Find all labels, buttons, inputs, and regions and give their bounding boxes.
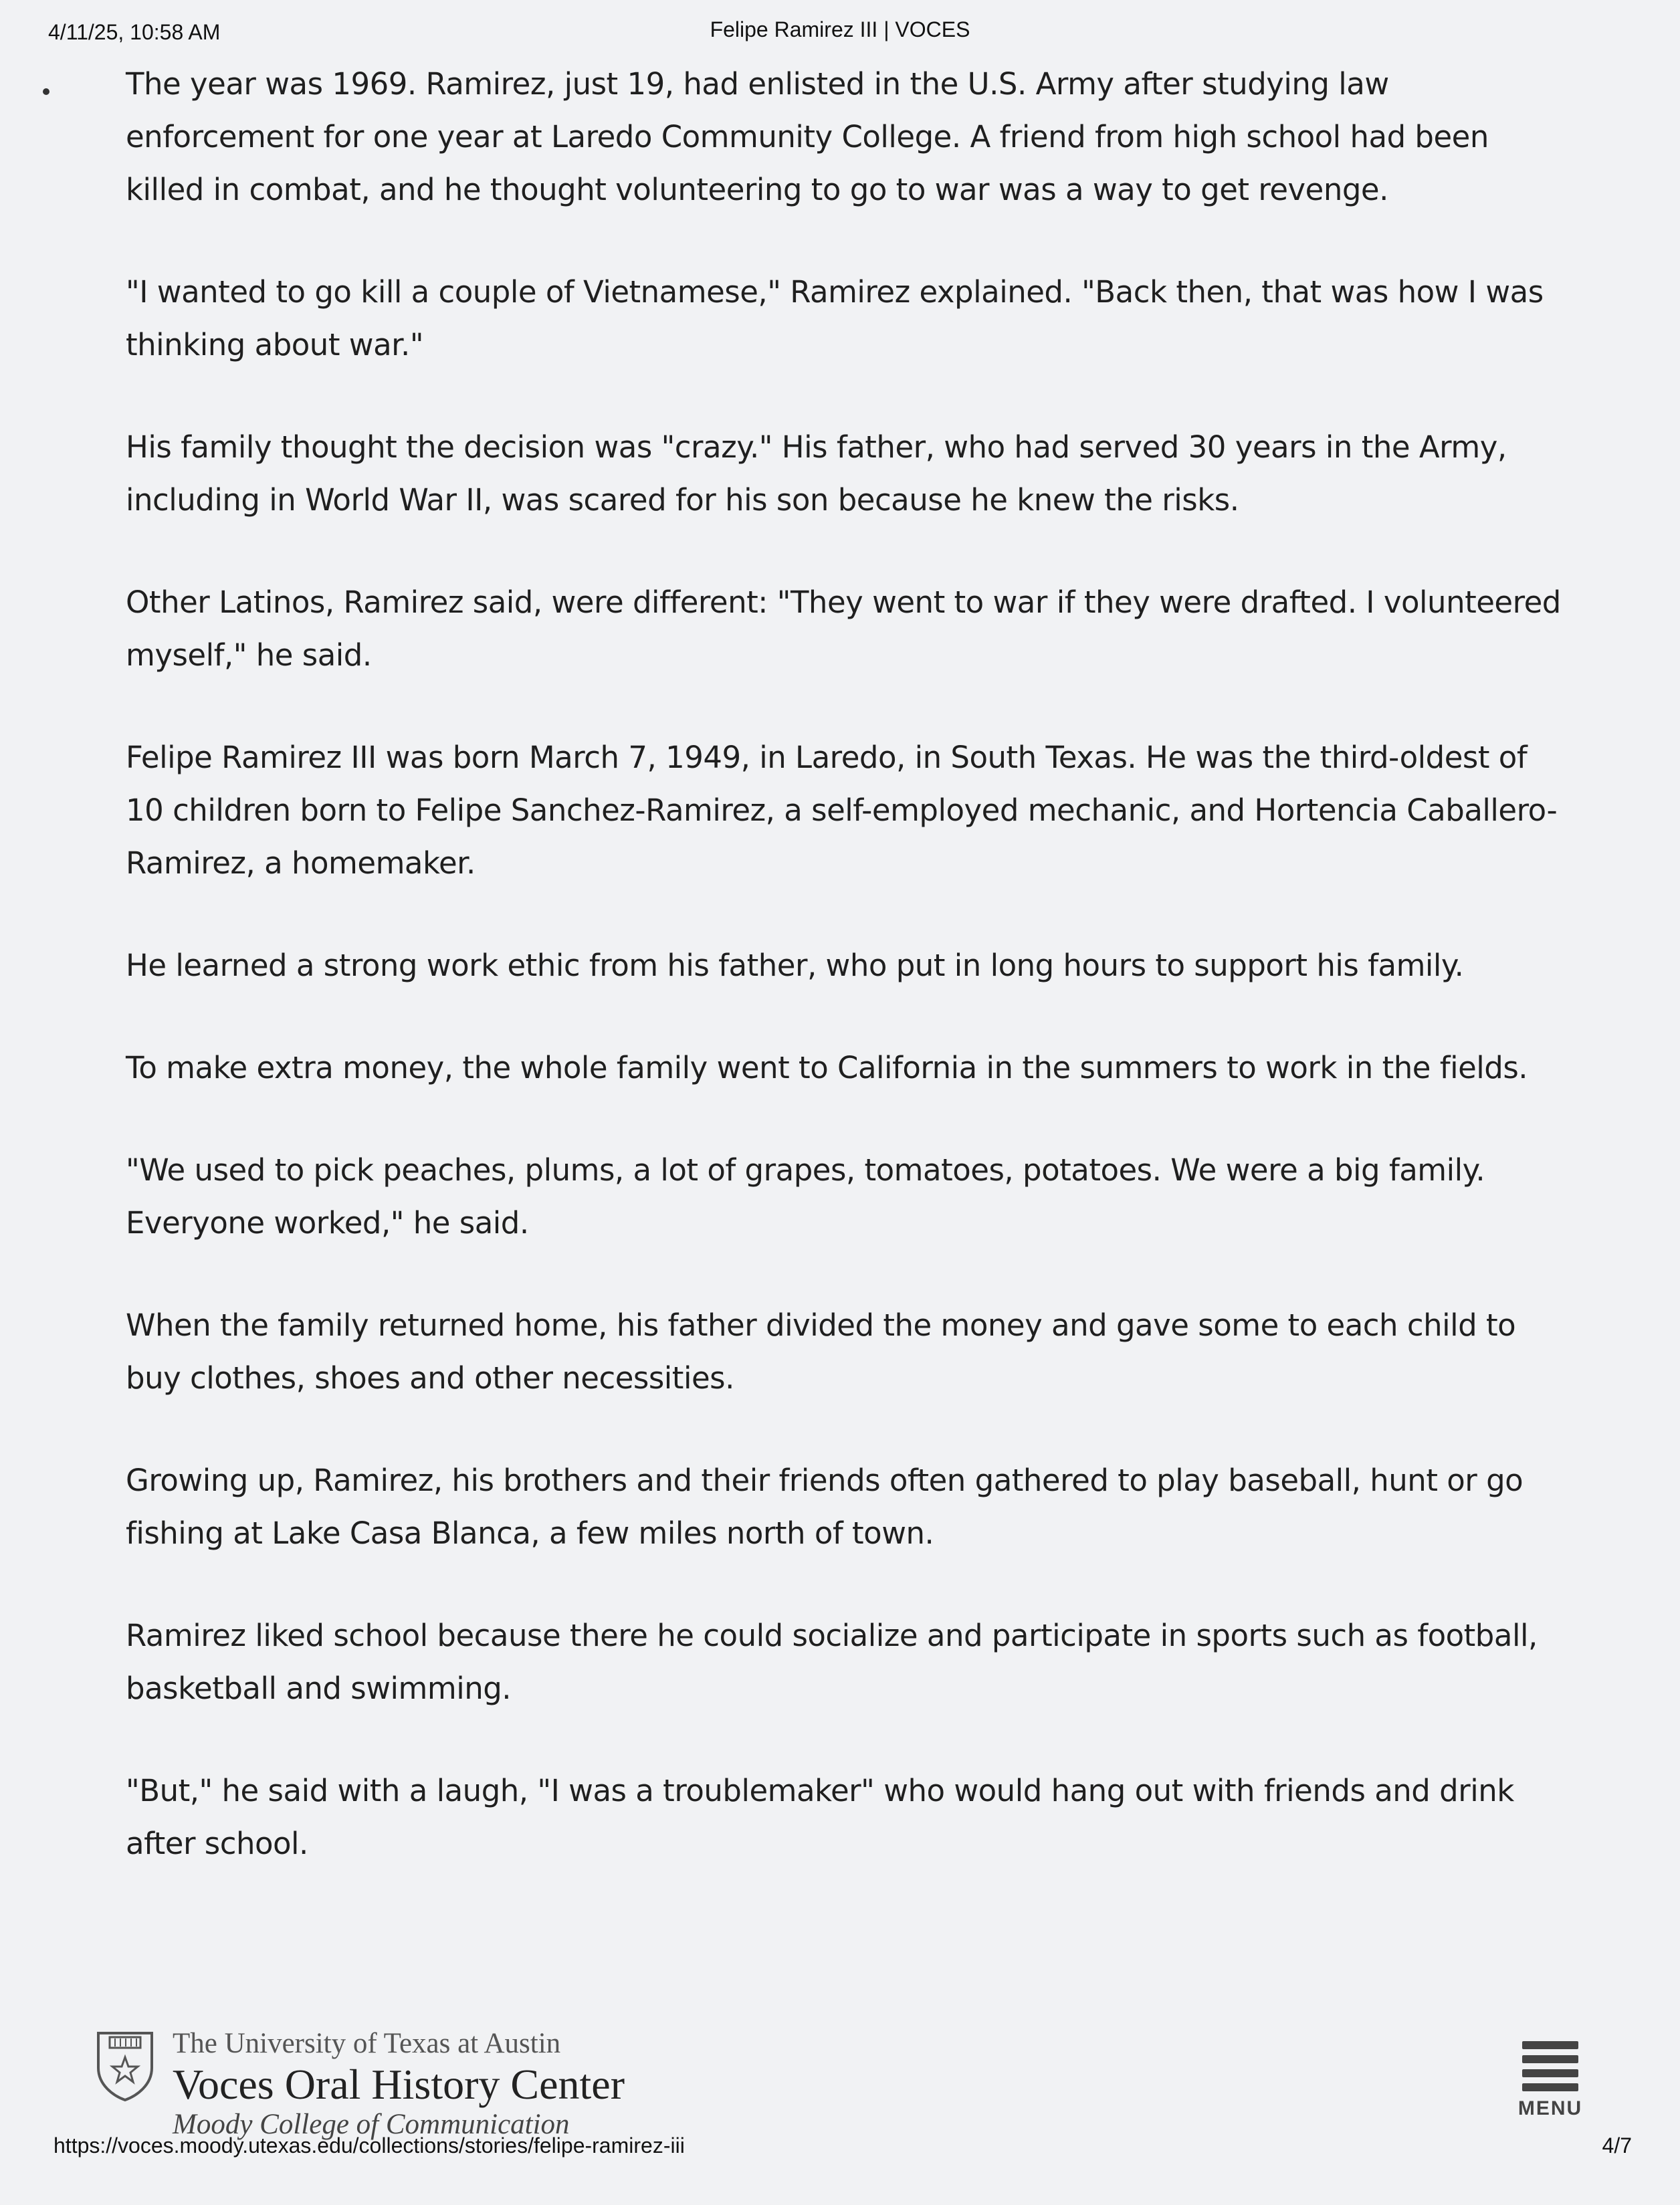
print-page-title: Felipe Ramirez III | VOCES xyxy=(710,17,970,41)
article-paragraph: Other Latinos, Ramirez said, were different: "They went to war if they were drafted. I volunteered myself," he said. xyxy=(126,585,1561,673)
article-body xyxy=(126,58,1570,1919)
menu-button[interactable] xyxy=(1517,2041,1584,2121)
article-paragraph: His family thought the decision was "crazy." His father, who had served 30 years in the Army, including in World War II, was scared for his son because he knew the risks. xyxy=(126,429,1507,518)
article-paragraph: Growing up, Ramirez, his brothers and their friends often gathered to play baseball, hunt or go fishing at Lake Casa Blanca, a few miles north of town. xyxy=(126,1463,1524,1551)
brand-text xyxy=(173,2026,625,2141)
article-paragraph: "I wanted to go kill a couple of Vietnamese," Ramirez explained. "Back then, that was how I was thinking about war." xyxy=(126,274,1544,362)
print-footer xyxy=(0,2133,1680,2167)
voces-home-link[interactable] xyxy=(95,2026,831,2140)
article-paragraph: "We used to pick peaches, plums, a lot of grapes, tomatoes, potatoes. We were a big family. Everyone worked," he said. xyxy=(126,1152,1485,1241)
print-header xyxy=(0,17,1680,51)
article-paragraph: He learned a strong work ethic from his father, who put in long hours to support his family. xyxy=(126,948,1464,983)
article-paragraph: The year was 1969. Ramirez, just 19, had enlisted in the U.S. Army after studying law enforcement for one year at Laredo Community College. A friend from high school had been killed in combat, and he thought volunteering to go to war was a way to get revenge. xyxy=(126,66,1489,207)
center-name: Voces Oral History Center xyxy=(173,2061,625,2108)
print-date: 4/11/25, 10:58 AM xyxy=(48,20,221,44)
scan-mark xyxy=(43,88,49,95)
article-paragraph: To make extra money, the whole family went to California in the summers to work in the fields. xyxy=(126,1050,1528,1085)
menu-label: MENU xyxy=(1517,2097,1583,2119)
article-paragraph: Ramirez liked school because there he could socialize and participate in sports such as football, basketball and swimming. xyxy=(126,1618,1538,1706)
print-page-number: 4/7 xyxy=(1602,2133,1632,2158)
university-name: The University of Texas at Austin xyxy=(173,2028,561,2059)
article-paragraph: Felipe Ramirez III was born March 7, 1949, in Laredo, in South Texas. He was the third-oldest of 10 children born to Felipe Sanchez-Ramirez, a self-employed mechanic, and Hortencia Caballero-Ramirez, a homemaker. xyxy=(126,740,1558,881)
hamburger-menu-icon xyxy=(1517,2041,1584,2091)
print-url: https://voces.moody.utexas.edu/collections/stories/felipe-ramirez-iii xyxy=(54,2133,685,2158)
college-name: Moody College of Communication xyxy=(173,2109,570,2140)
ut-shield-icon xyxy=(95,2029,155,2103)
article-paragraph: "But," he said with a laugh, "I was a troublemaker" who would hang out with friends and drink after school. xyxy=(126,1773,1514,1861)
article-paragraph: When the family returned home, his father divided the money and gave some to each child to buy clothes, shoes and other necessities. xyxy=(126,1307,1516,1396)
